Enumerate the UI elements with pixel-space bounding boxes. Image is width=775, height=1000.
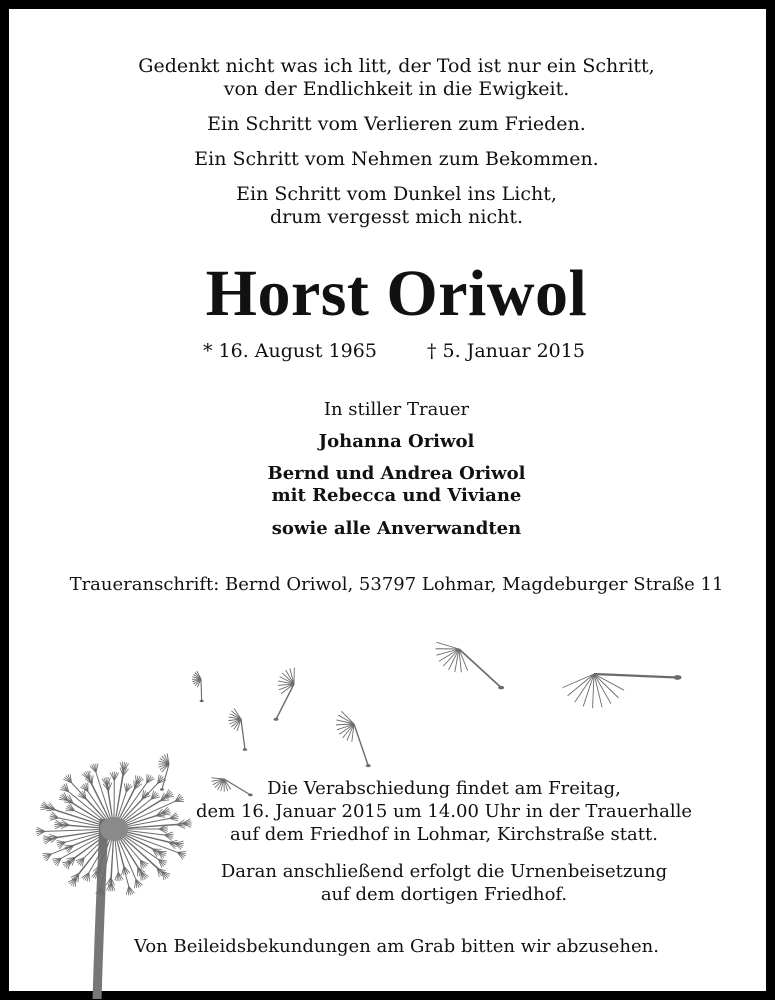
poem-line: drum vergesst mich nicht. <box>269 206 524 228</box>
funeral-line: Die Verabschiedung findet am Freitag, <box>267 778 621 799</box>
poem-line: Ein Schritt vom Dunkel ins Licht, <box>236 183 557 205</box>
mourner-line: mit Rebecca und Viviane <box>271 485 522 506</box>
poem-line: Gedenkt nicht was ich litt, der Tod ist nur ein Schritt, <box>138 55 655 77</box>
mourners <box>9 399 775 540</box>
poem-line: von der Endlichkeit in die Ewigkeit. <box>223 78 570 100</box>
funeral-info <box>99 777 775 906</box>
condolence-note <box>9 935 775 958</box>
mourner-line: Johanna Oriwol <box>318 431 475 452</box>
funeral-line: Von Beileidsbekundungen am Grab bitten wir abzusehen. <box>134 936 659 957</box>
mourner-line: sowie alle Anverwandten <box>271 518 522 539</box>
flying-seeds-icon <box>158 642 681 796</box>
funeral-line: auf dem dortigen Friedhof. <box>320 884 568 905</box>
mourners-intro: In stiller Trauer <box>323 399 470 420</box>
deceased-name: Horst Oriwol <box>205 257 588 330</box>
poem-line: Ein Schritt vom Verlieren zum Frieden. <box>207 113 586 135</box>
funeral-line: Daran anschließend erfolgt die Urnenbeisetzung <box>220 861 668 882</box>
poem-line: Ein Schritt vom Nehmen zum Bekommen. <box>194 148 599 170</box>
poem <box>9 55 775 229</box>
mourning-address: Traueranschrift: Bernd Oriwol, 53797 Lohmar, Magdeburger Straße 11 <box>69 574 724 595</box>
birth-date: * 16. August 1965 <box>203 340 377 362</box>
death-date: † 5. Januar 2015 <box>427 340 585 362</box>
funeral-line: auf dem Friedhof in Lohmar, Kirchstraße statt. <box>230 824 658 845</box>
mourner-line: Bernd und Andrea Oriwol <box>267 463 526 484</box>
funeral-line: dem 16. Januar 2015 um 14.00 Uhr in der Trauerhalle <box>195 801 692 822</box>
